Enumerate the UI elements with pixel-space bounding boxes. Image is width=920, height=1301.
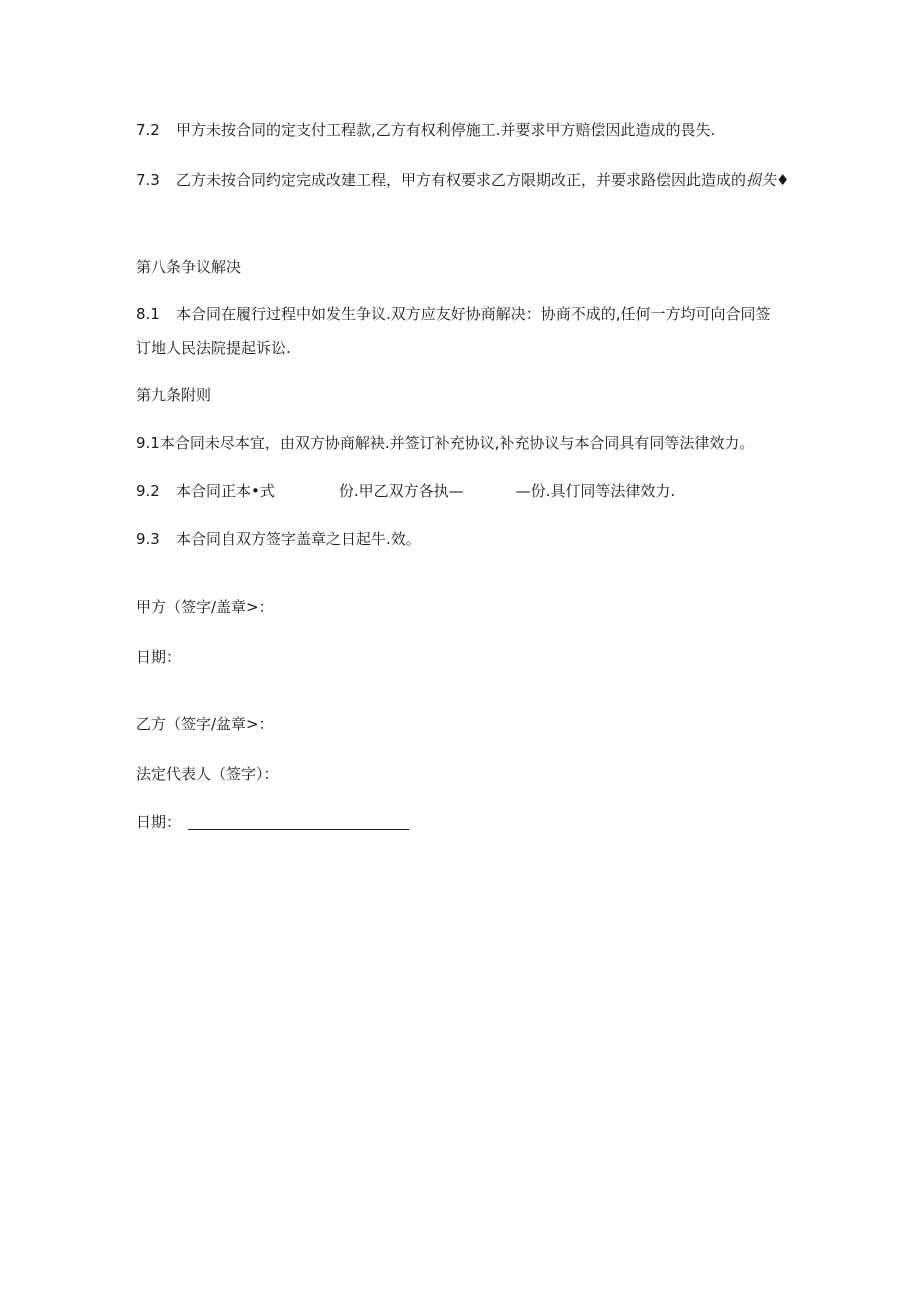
clause-number: 8.1 xyxy=(136,305,160,323)
clause-number: 7.2 xyxy=(136,121,160,139)
clause-text-part1: 本合同正本•式 xyxy=(176,482,275,500)
clause-9-3 xyxy=(136,529,421,549)
clause-text: 本合同自双方签字盖章之日起牛.效。 xyxy=(176,530,421,548)
clause-text-italic: 损失♦ xyxy=(746,171,790,189)
article-8-title: 第八条争议解决 xyxy=(136,258,242,276)
clause-7-3 xyxy=(136,170,789,190)
clause-9-1: 9.1本合同未尽本宜，由双方协商解袂.并签订补充协议,补充协议与本合同具有同等法律效力。 xyxy=(136,434,755,452)
clause-text-part3: —份.具仃同等法律效力. xyxy=(515,482,676,500)
party-b-signature-label: 乙方（签字/盆章>： xyxy=(136,715,274,733)
clause-number: 9.2 xyxy=(136,482,160,500)
clause-text: 本合同在履行过程中如发生争议.双方应友好协商解决：协商不成的,任何一方均可向合同签 xyxy=(176,305,771,323)
clause-8-1-continuation: 订地人民法院提起诉讼. xyxy=(136,339,291,357)
date-underline xyxy=(188,829,409,830)
party-b-date-label: 日期： xyxy=(136,813,182,831)
clause-text: 乙方未按合同约定完成改建工程，甲方有权要求乙方限期改正，并要求路偿因此造成的 xyxy=(176,171,747,189)
party-a-date-label: 日期： xyxy=(136,648,182,666)
party-a-signature-label: 甲方（签字/盖章>： xyxy=(136,598,274,616)
clause-text-part2: 份.甲乙双方各执— xyxy=(338,482,464,500)
clause-8-1 xyxy=(136,304,771,324)
clause-number: 7.3 xyxy=(136,171,160,189)
clause-9-2 xyxy=(136,481,675,501)
article-9-title: 第九条附则 xyxy=(136,386,212,404)
clause-number: 9.3 xyxy=(136,530,160,548)
clause-text: 甲方未按合同的定支付工程款,乙方有权利停施工.并要求甲方赔偿因此造成的畏失. xyxy=(176,121,716,139)
legal-representative-label: 法定代表人（签字）： xyxy=(136,765,279,783)
clause-7-2 xyxy=(136,120,715,140)
